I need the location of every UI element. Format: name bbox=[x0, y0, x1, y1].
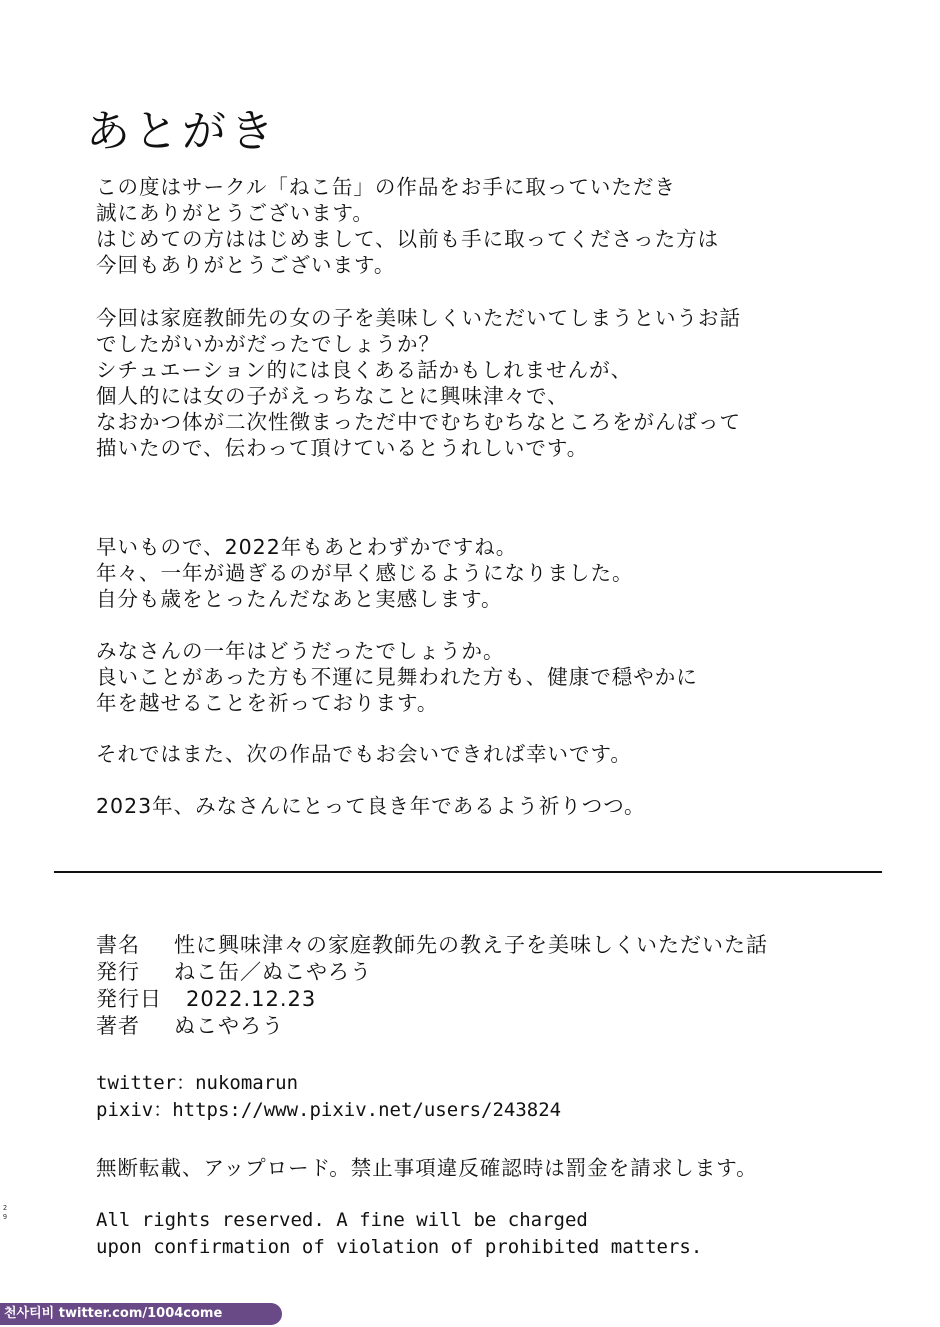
sns-links bbox=[96, 1070, 561, 1124]
text-line: 今回もありがとうございます。 bbox=[96, 253, 396, 277]
colophon-author-row bbox=[96, 1013, 768, 1040]
afterword-paragraph-6 bbox=[96, 793, 645, 819]
text-line: 誠にありがとうございます。 bbox=[96, 201, 374, 225]
text-line: 2023年、みなさんにとって良き年であるよう祈りつつ。 bbox=[96, 794, 646, 818]
afterword-paragraph-5 bbox=[96, 741, 632, 767]
afterword-paragraph-1 bbox=[96, 174, 719, 278]
afterword-paragraph-2 bbox=[96, 305, 741, 461]
text-line: はじめての方ははじめまして、以前も手に取ってくださった方は bbox=[96, 227, 720, 251]
watermark-banner: 천사티비 twitter.com/1004come bbox=[0, 1303, 282, 1325]
text-line: シチュエーション的には良くある話かもしれませんが、 bbox=[96, 358, 633, 382]
copyright-notice-jp: 無断転載、アップロード。禁止事項違反確認時は罰金を請求します。 bbox=[96, 1156, 758, 1180]
colophon bbox=[96, 932, 768, 1040]
afterword-paragraph-4 bbox=[96, 638, 698, 716]
page-number-digit: 2 bbox=[2, 1204, 8, 1212]
text-line: upon confirmation of violation of prohibited matters. bbox=[96, 1236, 703, 1258]
page-title: あとがき bbox=[86, 106, 278, 158]
author-value: ぬこやろう bbox=[174, 1014, 284, 1038]
pixiv-url: pixiv：https://www.pixiv.net/users/243824 bbox=[96, 1099, 562, 1121]
date-value: 2022.12.23 bbox=[186, 987, 317, 1011]
copyright-notice-en bbox=[96, 1207, 702, 1261]
text-line: 個人的には女の子がえっちなことに興味津々で、 bbox=[96, 384, 569, 408]
afterword-paragraph-3 bbox=[96, 534, 634, 612]
title-value: 性に興味津々の家庭教師先の教え子を美味しくいただいた話 bbox=[174, 933, 768, 957]
text-line: 自分も歳をとったんだなあと実感します。 bbox=[96, 587, 503, 611]
text-line: 早いもので、2022年もあとわずかですね。 bbox=[96, 535, 518, 559]
text-line: でしたがいかがだったでしょうか？ bbox=[96, 332, 440, 356]
colophon-publisher-row bbox=[96, 959, 768, 986]
page-number-digit: 9 bbox=[2, 1213, 8, 1221]
text-line: それではまた、次の作品でもお会いできれば幸いです。 bbox=[96, 742, 632, 766]
page-number bbox=[1, 1204, 9, 1222]
text-line: 今回は家庭教師先の女の子を美味しくいただいてしまうというお話 bbox=[96, 306, 741, 330]
publisher-label: 発行 bbox=[96, 960, 140, 984]
text-line: 年々、一年が過ぎるのが早く感じるようになりました。 bbox=[96, 561, 634, 585]
date-label: 発行日 bbox=[96, 987, 162, 1011]
text-line: みなさんの一年はどうだったでしょうか。 bbox=[96, 639, 505, 663]
text-line: なおかつ体が二次性徴まっただ中でむちむちなところをがんばって bbox=[96, 410, 741, 434]
publisher-value: ねこ缶／ぬこやろう bbox=[174, 960, 372, 984]
text-line: 年を越せることを祈っております。 bbox=[96, 691, 439, 715]
author-label: 著者 bbox=[96, 1014, 140, 1038]
text-line: 良いことがあった方も不運に見舞われた方も、健康で穏やかに bbox=[96, 665, 698, 689]
title-label: 書名 bbox=[96, 933, 140, 957]
colophon-date-row bbox=[96, 986, 768, 1013]
twitter-handle: twitter：nukomarun bbox=[96, 1072, 299, 1094]
text-line: 描いたので、伝わって頂けているとうれしいです。 bbox=[96, 436, 589, 460]
text-line: All rights reserved. A fine will be charged bbox=[96, 1209, 588, 1231]
text-line: この度はサークル「ねこ缶」の作品をお手に取っていただき bbox=[96, 175, 676, 199]
colophon-title-row bbox=[96, 932, 768, 959]
divider bbox=[54, 871, 882, 873]
